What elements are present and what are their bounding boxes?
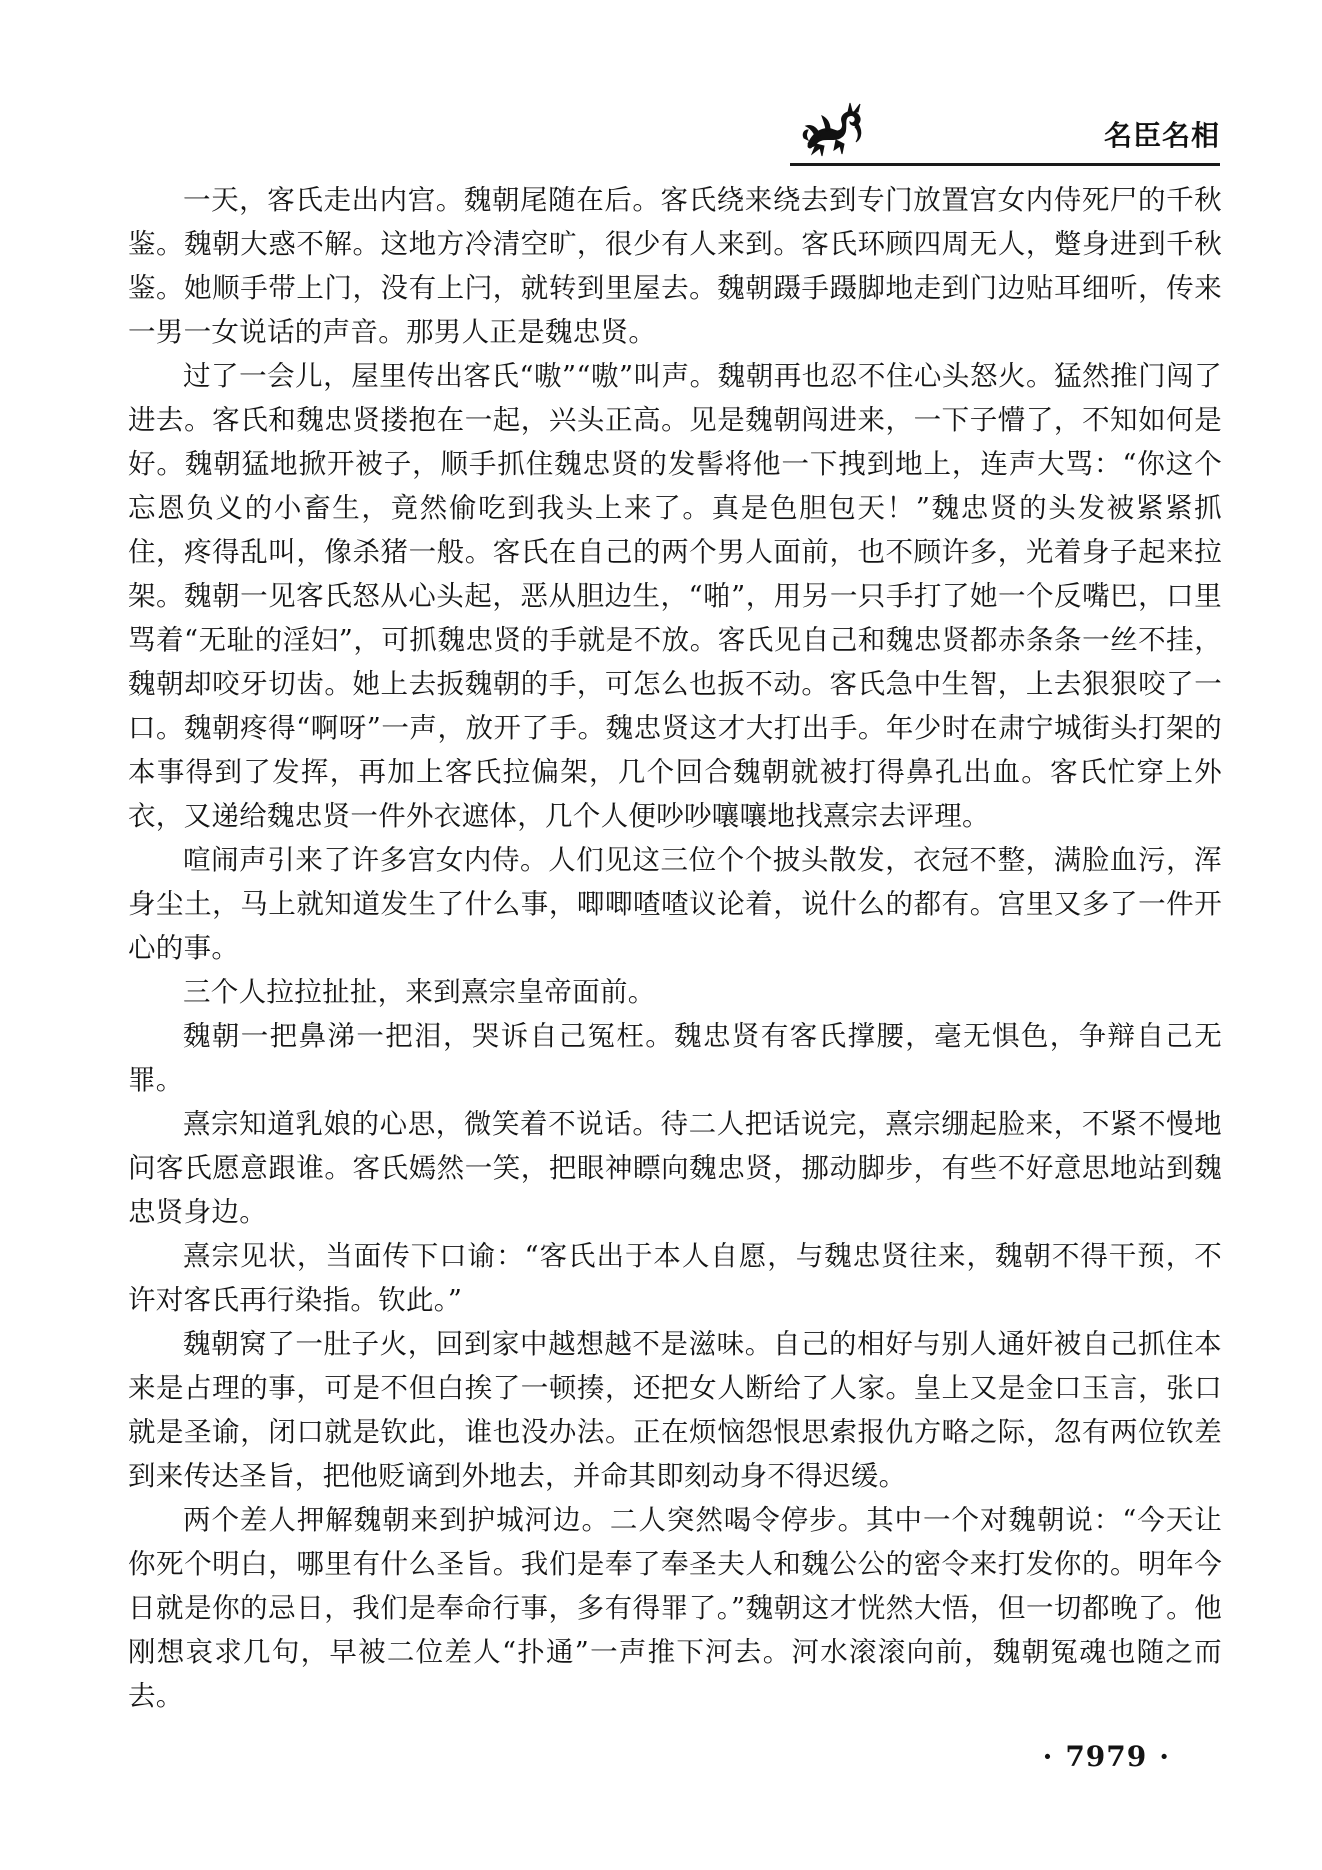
article-body [128, 178, 1222, 1718]
paragraph: 喧闹声引来了许多宫女内侍。人们见这三位个个披头散发，衣冠不整，满脸血污，浑身尘土，马上就知道发生了什么事，唧唧喳喳议论着，说什么的都有。宫里又多了一件开心的事。 [128, 844, 1222, 964]
paragraph: 熹宗见状，当面传下口谕：“客氏出于本人自愿，与魏忠贤往来，魏朝不得干预，不许对客氏再行染指。钦此。” [128, 1240, 1222, 1316]
dragon-emblem-icon [800, 100, 870, 162]
page-number-value: 7979 [1065, 1740, 1148, 1773]
page-number-dot-left: · [1042, 1740, 1054, 1773]
header-divider [790, 163, 1220, 166]
paragraph: 两个差人押解魏朝来到护城河边。二人突然喝令停步。其中一个对魏朝说：“今天让你死个明白，哪里有什么圣旨。我们是奉了奉圣夫人和魏公公的密令来打发你的。明年今日就是你的忌日，我们是奉命行事，多有得罪了。”魏朝这才恍然大悟，但一切都晚了。他刚想哀求几句，早被二位差人“扑通”一声推下河去。河水滚滚向前，魏朝冤魂也随之而去。 [128, 1504, 1222, 1712]
page-number [1031, 1740, 1182, 1773]
paragraph: 一天，客氏走出内宫。魏朝尾随在后。客氏绕来绕去到专门放置宫女内侍死尸的千秋鉴。魏朝大惑不解。这地方冷清空旷，很少有人来到。客氏环顾四周无人，蹩身进到千秋鉴。她顺手带上门，没有上闩，就转到里屋去。魏朝蹑手蹑脚地走到门边贴耳细听，传来一男一女说话的声音。那男人正是魏忠贤。 [128, 184, 1222, 348]
paragraph: 熹宗知道乳娘的心思，微笑着不说话。待二人把话说完，熹宗绷起脸来，不紧不慢地问客氏愿意跟谁。客氏嫣然一笑，把眼神瞟向魏忠贤，挪动脚步，有些不好意思地站到魏忠贤身边。 [128, 1108, 1222, 1228]
paragraph: 过了一会儿，屋里传出客氏“嗷”“嗷”叫声。魏朝再也忍不住心头怒火。猛然推门闯了进去。客氏和魏忠贤搂抱在一起，兴头正高。见是魏朝闯进来，一下子懵了，不知如何是好。魏朝猛地掀开被子，顺手抓住魏忠贤的发髻将他一下拽到地上，连声大骂：“你这个忘恩负义的小畜生，竟然偷吃到我头上来了。真是色胆包天！”魏忠贤的头发被紧紧抓住，疼得乱叫，像杀猪一般。客氏在自己的两个男人面前，也不顾许多，光着身子起来拉架。魏朝一见客氏怒从心头起，恶从胆边生，“啪”，用另一只手打了她一个反嘴巴，口里骂着“无耻的淫妇”，可抓魏忠贤的手就是不放。客氏见自己和魏忠贤都赤条条一丝不挂，魏朝却咬牙切齿。她上去扳魏朝的手，可怎么也扳不动。客氏急中生智，上去狠狠咬了一口。魏朝疼得“啊呀”一声，放开了手。魏忠贤这才大打出手。年少时在肃宁城街头打架的本事得到了发挥，再加上客氏拉偏架，几个回合魏朝就被打得鼻孔出血。客氏忙穿上外衣，又递给魏忠贤一件外衣遮体，几个人便吵吵嚷嚷地找熹宗去评理。 [128, 360, 1222, 832]
paragraph: 魏朝一把鼻涕一把泪，哭诉自己冤枉。魏忠贤有客氏撑腰，毫无惧色，争辩自己无罪。 [128, 1020, 1222, 1096]
paragraph: 魏朝窝了一肚子火，回到家中越想越不是滋味。自己的相好与别人通奸被自己抓住本来是占理的事，可是不但白挨了一顿揍，还把女人断给了人家。皇上又是金口玉言，张口就是圣谕，闭口就是钦此，谁也没办法。正在烦恼怨恨思索报仇方略之际，忽有两位钦差到来传达圣旨，把他贬谪到外地去，并命其即刻动身不得迟缓。 [128, 1328, 1222, 1492]
page-number-dot-right: · [1159, 1740, 1170, 1773]
running-header [790, 100, 1220, 170]
paragraph: 三个人拉拉扯扯，来到熹宗皇帝面前。 [183, 976, 656, 1008]
header-title: 名臣名相 [1103, 119, 1220, 152]
